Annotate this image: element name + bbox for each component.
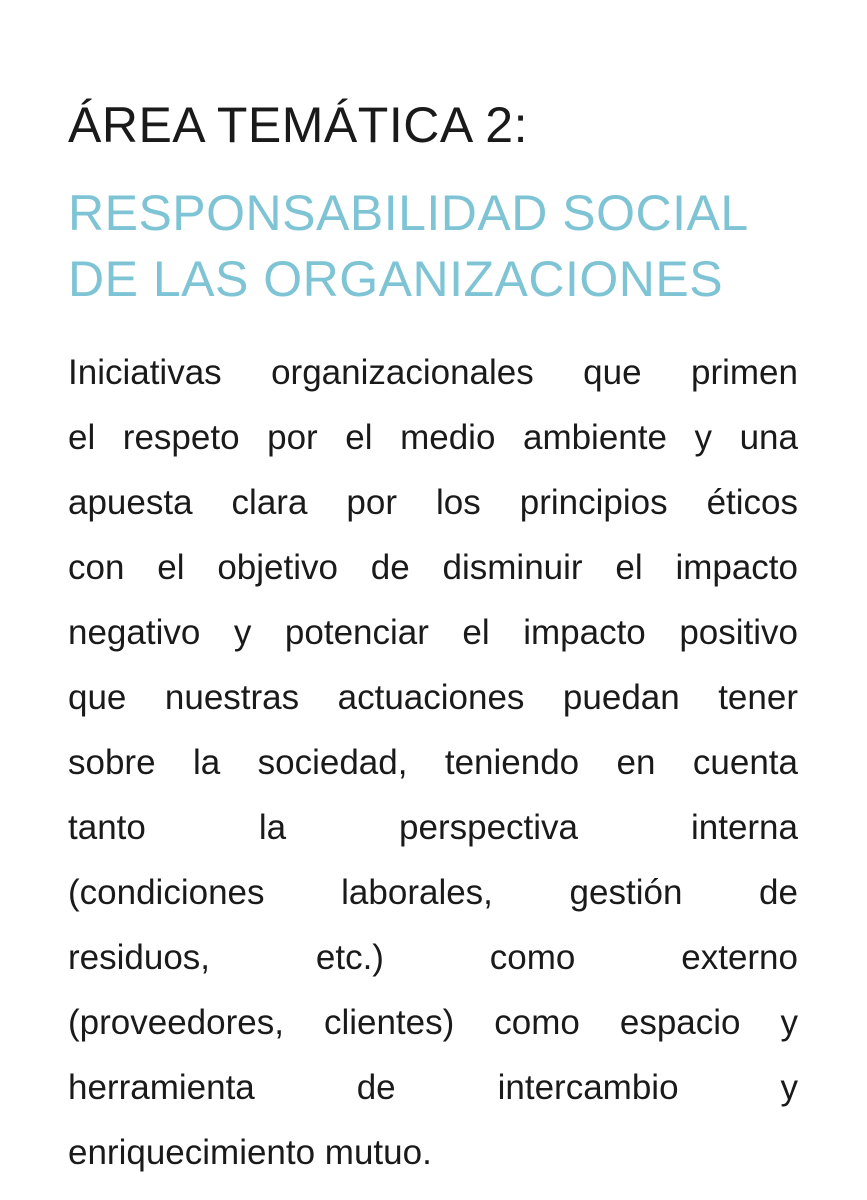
paragraph-line: residuos, etc.) como externo [68,938,798,977]
paragraph-line: (condiciones laborales, gestión de [68,873,798,912]
paragraph-line: tanto la perspectiva interna [68,808,798,847]
subtitle-line: RESPONSABILIDAD SOCIAL [68,185,749,241]
paragraph-line: negativo y potenciar el impacto positivo [68,613,798,652]
paragraph-line: el respeto por el medio ambiente y una [68,418,798,457]
paragraph-line: que nuestras actuaciones puedan tener [68,678,798,717]
paragraph-line: con el objetivo de disminuir el impacto [68,548,798,587]
paragraph-line: apuesta clara por los principios éticos [68,483,798,522]
paragraph-line: herramienta de intercambio y [68,1068,798,1107]
body-paragraph [68,340,798,1185]
area-title: ÁREA TEMÁTICA 2: [68,97,529,153]
paragraph-line: (proveedores, clientes) como espacio y [68,1003,798,1042]
area-subtitle [68,180,798,312]
document-page [68,92,798,1185]
subtitle-line: DE LAS ORGANIZACIONES [68,251,724,307]
paragraph-line: sobre la sociedad, teniendo en cuenta [68,743,798,782]
paragraph-line: enriquecimiento mutuo. [68,1133,432,1172]
paragraph-line: Iniciativas organizacionales que primen [68,353,798,392]
